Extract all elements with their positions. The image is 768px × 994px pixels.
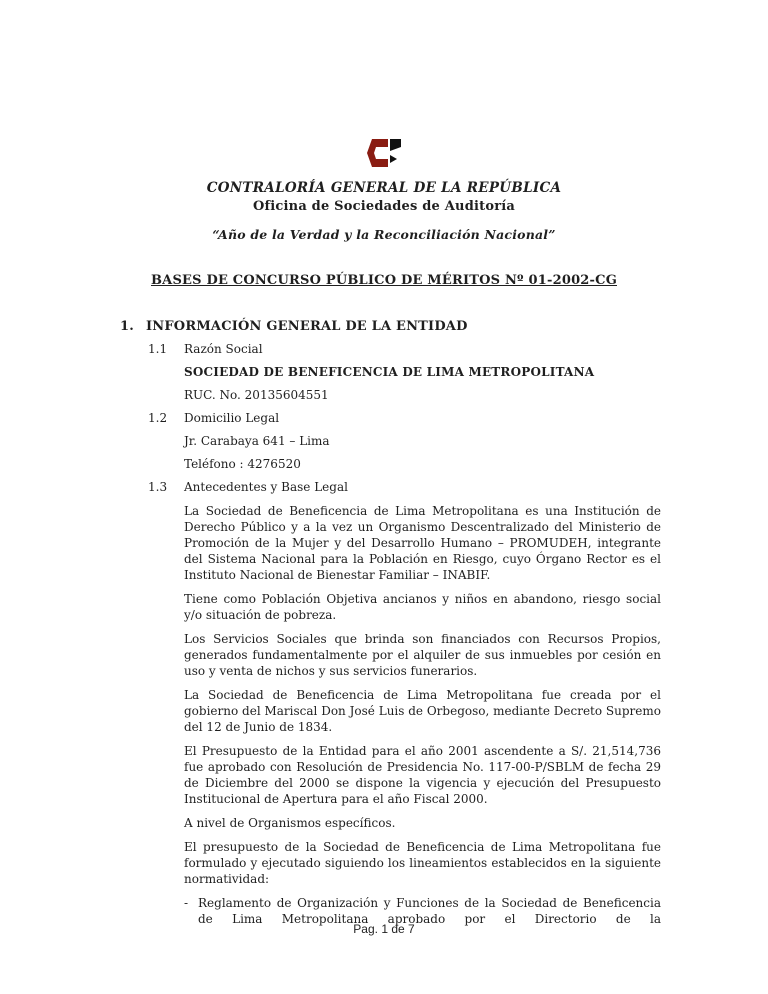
subsection-1-1 [148,341,661,357]
paragraph-budget: El Presupuesto de la Entidad para el año 2001 ascendente a S/. 21,514,736 fue aprobado con Resolución de Presidencia No. 117-00-P/SBLM de fecha 29 de Diciembre del 2000 se dispone la vigencia y ejecución del Presupuesto Institucional de Apertura para el año Fiscal 2000. [184,744,661,806]
logo-maroon-shape [367,139,388,167]
address-line: Jr. Carabaya 641 – Lima [184,434,330,448]
paragraph-organisms: A nivel de Organismos específicos. [184,816,396,830]
page-number: Pag. 1 de 7 [353,922,415,936]
org-name: CONTRALORÍA GENERAL DE LA REPÚBLICA [206,180,562,196]
paragraph-founding: La Sociedad de Beneficencia de Lima Metropolitana fue creada por el gobierno del Mariscal Don José Luis de Orbegoso, mediante Decreto Supremo del 12 de Junio de 1834. [184,688,661,734]
subsection-1-2 [148,410,661,426]
office-name: Oficina de Sociedades de Auditoría [252,199,516,214]
paragraph-population: Tiene como Población Objetiva ancianos y niños en abandono, riesgo social y/o situación de pobreza. [184,592,661,622]
subsection-1-3 [148,479,661,495]
contraloria-logo-icon [364,138,404,168]
section-1-number: 1. [120,319,134,334]
ruc-number: RUC. No. 20135604551 [184,388,329,402]
section-1-content [148,341,661,927]
phone-line: Teléfono : 4276520 [184,457,301,471]
document-title: BASES DE CONCURSO PÚBLICO DE MÉRITOS Nº 01-2002-CG [150,273,617,288]
subsection-1-2-number: 1.2 [148,411,168,425]
bullet-text: Reglamento de Organización y Funciones de la Sociedad de Beneficencia de Lima Metropolitana aprobado por el Directorio de la [198,896,661,926]
subsection-1-1-number: 1.1 [148,342,168,356]
motto-line: “Año de la Verdad y la Reconciliación Nacional” [212,227,556,242]
paragraph-services: Los Servicios Sociales que brinda son financiados con Recursos Propios, generados fundamentalmente por el alquiler de sus inmuebles por cesión en uso y venta de nichos y sus servicios funerarios. [184,632,661,678]
paragraph-institution: La Sociedad de Beneficencia de Lima Metropolitana es una Institución de Derecho Público y a la vez un Organismo Descentralizado del Ministerio de Promoción de la Mujer y del Desarrollo Humano – PROMUDEH, integrante del Sistema Nacional para la Población en Riesgo, cuyo Órgano Rector es el Instituto Nacional de Bienestar Familiar – INABIF. [184,504,661,582]
paragraph-normativity: El presupuesto de la Sociedad de Beneficencia de Lima Metropolitana fue formulado y ejecutado siguiendo los lineamientos establecidos en la siguiente normatividad: [184,840,661,886]
bullet-dash: - [184,896,189,910]
document-header [0,0,768,242]
subsection-1-1-label: Razón Social [184,342,263,356]
subsection-1-2-label: Domicilio Legal [184,411,280,425]
subsection-1-3-number: 1.3 [148,480,168,494]
company-name: SOCIEDAD DE BENEFICENCIA DE LIMA METROPOLITANA [184,365,595,379]
subsection-1-3-label: Antecedentes y Base Legal [184,480,348,494]
logo-black-shape-2 [390,155,397,163]
section-1-title: INFORMACIÓN GENERAL DE LA ENTIDAD [146,319,468,334]
section-1-heading [120,319,768,334]
logo-black-shape [390,139,401,151]
